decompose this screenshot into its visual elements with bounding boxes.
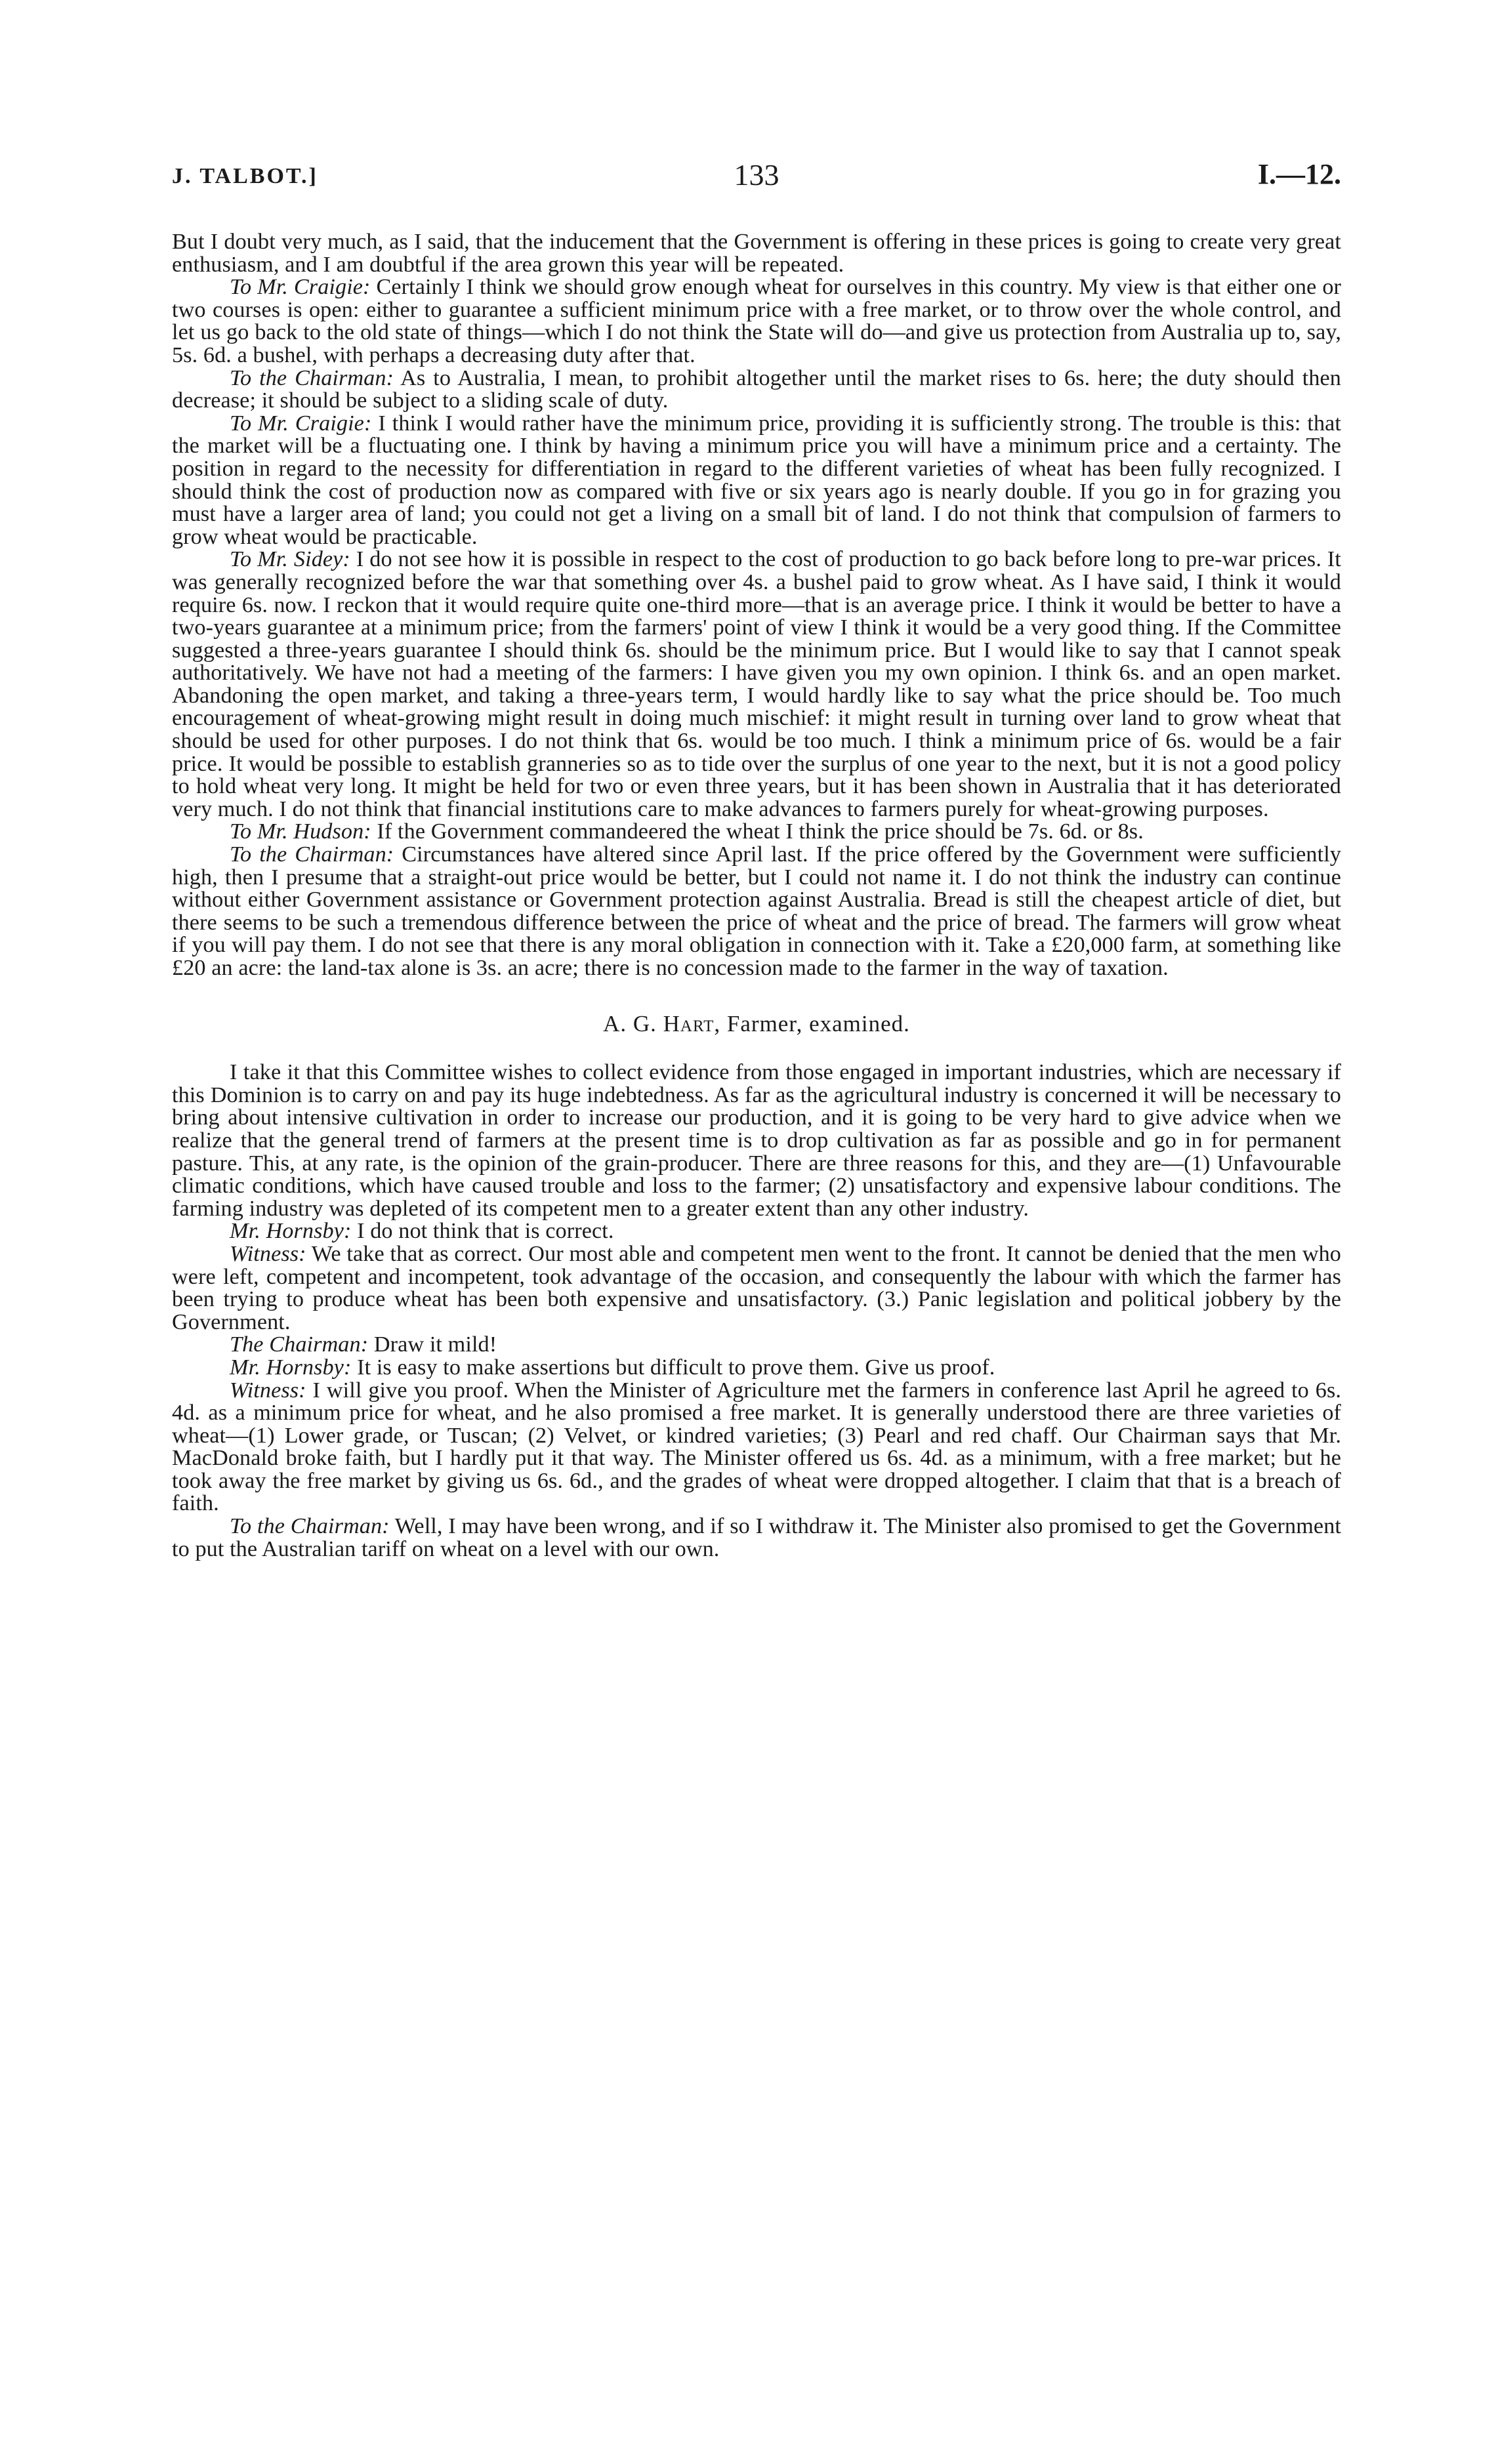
speaker-label: To the Chairman: — [230, 1514, 390, 1539]
paragraph: To the Chairman: As to Australia, I mean, to prohibit altogether until the market rises to 6s. here; the duty should then decrease; it should be subject to a sliding scale of duty. — [172, 365, 1341, 413]
header-witness-name: J. TALBOT.] — [172, 164, 318, 188]
speaker-label: To the Chairman: — [230, 842, 394, 867]
paragraph: To Mr. Sidey: I do not see how it is possible in respect to the cost of production to go back before long to pre-war prices. It was generally recognized before the war that something over 4s. a bushel paid to grow wheat. As I have said, I think it would require 6s. now. I reckon that it would require quite one-third more—that is an average price. I think it would be better to have a two-years guarantee at a minimum price; from the farmers' point of view I think it would be a very good thing. If the Committee suggested a three-years guarantee I should think 6s. should be the minimum price. But I would like to say that I cannot speak authoritatively. We have not had a meeting of the farmers: I have given you my own opinion. I think 6s. and an open market. Abandoning the open market, and taking a three-years term, I would hardly like to say what the price should be. Too much encouragement of wheat-growing might result in doing much mischief: it might result in turning over land to grow wheat that should be used for other purposes. I do not think that 6s. would be too much. I think a minimum price of 6s. would be a fair price. It would be possible to establish granneries so as to tide over the surplus of one year to the next, but it is not a good policy to hold wheat very long. It might be held for two or even three years, but it has been shown in Australia that it has deteriorated very much. I do not think that financial institutions care to make advances to farmers purely for wheat-growing purposes. — [172, 547, 1341, 821]
paragraph: But I doubt very much, as I said, that the inducement that the Government is offering in these prices is going to create very great enthusiasm, and I am doubtful if the area grown this year will be repeated. — [172, 230, 1341, 277]
page-header — [172, 157, 1341, 197]
paragraph: Mr. Hornsby: I do not think that is correct. — [230, 1219, 614, 1244]
witness-heading: A. G. Hart, Farmer, examined. — [603, 1010, 910, 1037]
speaker-label: Mr. Hornsby: — [230, 1219, 352, 1244]
speaker-label: Witness: — [230, 1378, 306, 1403]
paragraph: To Mr. Craigie: Certainly I think we should grow enough wheat for ourselves in this country. My view is that either one or two courses is open: either to guarantee a sufficient minimum price with a free market, or to throw over the whole control, and let us go back to the old state of things—which I do not think the State will do—and give us protection from Australia up to, say, 5s. 6d. a bushel, with perhaps a decreasing duty after that. — [172, 275, 1341, 367]
paragraph: Witness: We take that as correct. Our most able and competent men went to the front. It cannot be denied that the men who were left, competent and incompetent, took advantage of the occasion, and consequently the labour with which the farmer has been trying to produce wheat has been both expensive and unsatisfactory. (3.) Panic legislation and political jobbery by the Government. — [172, 1241, 1341, 1334]
paragraph: To the Chairman: Well, I may have been wrong, and if so I withdraw it. The Minister also promised to get the Government to put the Australian tariff on wheat on a level with our own. — [172, 1514, 1341, 1561]
paragraph: I take it that this Committee wishes to collect evidence from those engaged in important industries, which are necessary if this Dominion is to carry on and pay its huge indebtedness. As far as the agricultural industry is concerned it will be necessary to bring about intensive cultivation in order to increase our production, and it is going to be very hard to give advice when we realize that the general trend of farmers at the present time is to drop cultivation as far as possible and go in for permanent pasture. This, at any rate, is the opinion of the grain-producer. There are three reasons for this, and they are—(1) Unfavourable climatic conditions, which have caused trouble and loss to the farmer; (2) unsatisfactory and expensive labour conditions. The farming industry was depleted of its competent men to a greater extent than any other industry. — [172, 1060, 1341, 1221]
paragraph: To the Chairman: Circumstances have altered since April last. If the price offered by the Government were sufficiently high, then I presume that a straight-out price would be better, but I could not name it. I do not think the industry can continue without either Government assistance or Government protection against Australia. Bread is still the cheapest article of diet, but there seems to be such a tremendous difference between the price of wheat and the price of bread. The farmers will grow wheat if you will pay them. I do not see that there is any moral obligation in connection with it. Take a £20,000 farm, at something like £20 an acre: the land-tax alone is 3s. an acre; there is no concession made to the farmer in the way of taxation. — [172, 842, 1341, 980]
speaker-label: The Chairman: — [230, 1332, 369, 1357]
page-number: 133 — [734, 158, 779, 192]
paper-reference: I.—12. — [1257, 158, 1341, 190]
speaker-label: To Mr. Hudson: — [230, 819, 371, 844]
paragraph: Mr. Hornsby: It is easy to make assertions but difficult to prove them. Give us proof. — [230, 1355, 995, 1380]
paragraph: To Mr. Hudson: If the Government commandeered the wheat I think the price should be 7s. 6d. or 8s. — [230, 819, 1144, 844]
speaker-label: To Mr. Sidey: — [230, 547, 350, 572]
paragraph: To Mr. Craigie: I think I would rather have the minimum price, providing it is sufficiently strong. The trouble is this: that the market will be a fluctuating one. I think by having a minimum price you will have a minimum price and a certainty. The position in regard to the necessity for differentiation in regard to the different varieties of wheat has been fully recognized. I should think the cost of production now as compared with five or six years ago is nearly double. If you go in for grazing you must have a larger area of land; you could not get a living on a small bit of land. I do not think that compulsion of farmers to grow wheat would be practicable. — [172, 411, 1342, 549]
speaker-label: To the Chairman: — [230, 365, 394, 390]
speaker-label: To Mr. Craigie: — [230, 275, 371, 300]
paragraph: The Chairman: Draw it mild! — [230, 1332, 497, 1357]
speaker-label: Mr. Hornsby: — [230, 1355, 352, 1380]
page-body — [172, 231, 1341, 1561]
paragraph: Witness: I will give you proof. When the Minister of Agriculture met the farmers in conference last April he agreed to 6s. 4d. as a minimum price for wheat, and he also promised a free market. It is generally understood there are three varieties of wheat—(1) Lower grade, or Tuscan; (2) Velvet, or kindred varieties; (3) Pearl and red chaff. Our Chairman says that Mr. MacDonald broke faith, but I hardly put it that way. The Minister offered us 6s. 4d. as a minimum, with a free market; but he took away the free market by giving us 6s. 6d., and the grades of wheat were dropped altogether. I claim that that is a breach of faith. — [172, 1378, 1341, 1516]
speaker-label: Witness: — [230, 1241, 306, 1266]
speaker-label: To Mr. Craigie: — [230, 411, 372, 436]
